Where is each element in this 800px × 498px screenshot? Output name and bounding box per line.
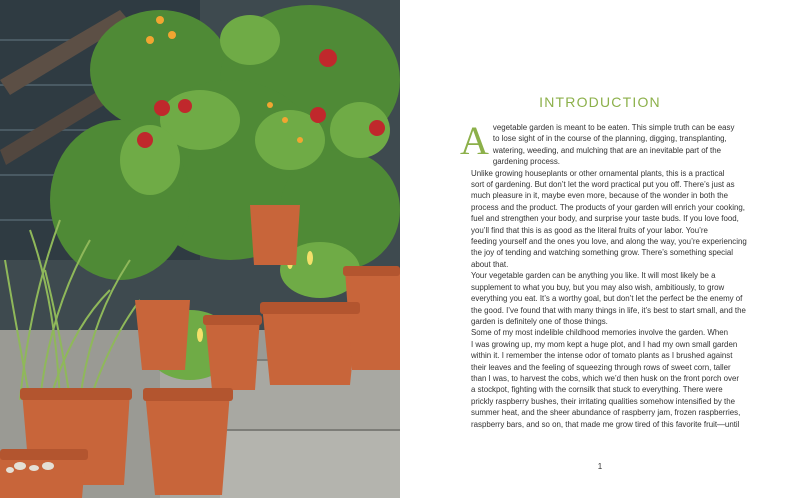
- text-line: process and the product. The products of your garden will enrich your cooking,: [471, 202, 745, 212]
- text-line: a stockpot, fighting with the cornsilk that stuck to everything. There were: [471, 385, 723, 395]
- text-line: summer heat, and the sheer abundance of raspberry jam, frozen raspberries,: [471, 408, 741, 418]
- paragraph: [460, 327, 750, 430]
- text-line: sort of gardening. But don’t let the word practical put you off. There’s just as: [471, 180, 735, 190]
- text-line: within it. I remember the intense odor of tomato plants as I brushed against: [471, 351, 733, 361]
- text-line: the good. I’ve found that with many things in life, it’s best to start small, and the: [471, 305, 746, 315]
- text-line: Some of my most indelible childhood memories involve the garden. When: [471, 328, 729, 338]
- text-line: their leaves and the feeling of squeezing through rows of sweet corn, taller: [471, 362, 731, 372]
- paragraph: [460, 118, 750, 168]
- text-line: everything you eat. It’s a worthy goal, but don’t let the perfect be the enemy of: [471, 294, 743, 304]
- text-line: raspberry bars, and so on, that made me grow tired of this favorite fruit—until: [471, 419, 740, 429]
- text-line: fuel and strengthen your body, and surprise your taste buds. If you love food,: [471, 214, 739, 224]
- page-number: 1: [597, 462, 603, 471]
- text-line: Unlike growing houseplants or other ornamental plants, this is a practical: [471, 168, 725, 178]
- chapter-heading: INTRODUCTION: [539, 94, 661, 110]
- text-line: garden is definitely one of those things.: [471, 316, 608, 326]
- text-line: supplement to what you buy, but you may also wish, ambitiously, to grow: [471, 282, 725, 292]
- text-line: the joy of tending and watching something grow. There’s something special: [471, 248, 734, 258]
- paragraph: [460, 270, 750, 327]
- text-line: Your vegetable garden can be anything you like. It will most likely be a: [471, 271, 716, 281]
- text-line: I was growing up, my mom kept a huge plot, and I had my own small garden: [471, 339, 738, 349]
- text-line: vegetable garden is meant to be eaten. This simple truth can be easy: [492, 123, 735, 132]
- text-line: about that.: [471, 259, 509, 269]
- text-line: gardening process.: [492, 157, 561, 167]
- text-line: prickly raspberry bushes, their irritating qualities somehow intensified by the: [471, 396, 736, 406]
- text-page: [400, 0, 800, 498]
- drop-cap: A: [460, 118, 489, 163]
- text-line: much pleasure in it, maybe even more, because of the wonder in both the: [471, 191, 729, 201]
- body-text: [460, 118, 750, 430]
- text-line: watering, weeding, and mulching that are an inevitable part of the: [492, 145, 721, 155]
- text-line: to lose sight of in the course of the planning, digging, transplanting,: [492, 134, 727, 144]
- text-line: than I was, to harvest the cobs, which we’d then husk on the front porch over: [471, 373, 739, 383]
- text-line: you’ll find that this is as good as the literal fruits of your labor. You’re: [471, 225, 708, 235]
- text-line: feeding yourself and the ones you love, and along the way, you’re experiencing: [471, 237, 747, 247]
- paragraph: [460, 168, 750, 271]
